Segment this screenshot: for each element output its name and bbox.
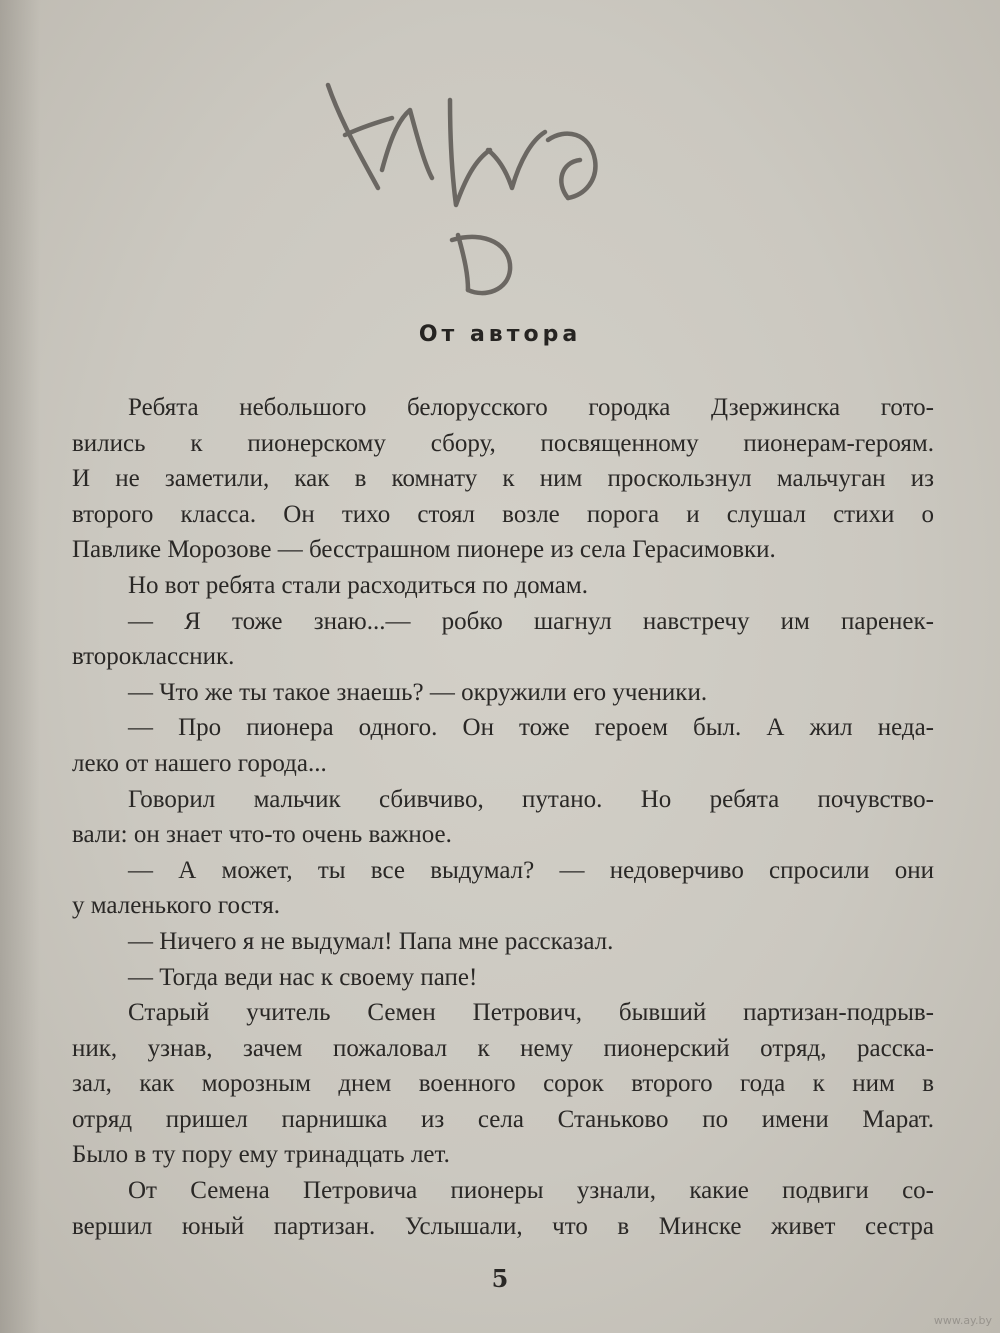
watermark: www.ay.by — [933, 1314, 992, 1327]
text-line: От Семена Петровича пионеры узнали, какие подвиги со- — [128, 1177, 934, 1205]
text-line: вершил юный партизан. Услышали, что в Минске живет сестра — [72, 1212, 934, 1240]
text-line: ник, узнав, зачем пожаловал к нему пионерский отряд, расска- — [72, 1034, 934, 1062]
handwritten-scribble — [300, 70, 620, 310]
body-text — [72, 390, 934, 1244]
text-line: второклассник. — [72, 643, 235, 671]
text-line: Старый учитель Семен Петрович, бывший партизан-подрыв- — [128, 999, 934, 1027]
text-line: вились к пионерскому сбору, посвященному пионерам-героям. — [72, 429, 934, 457]
text-line: леко от нашего города... — [72, 749, 327, 777]
text-line: второго класса. Он тихо стоял возле порога и слушал стихи о — [72, 500, 934, 528]
page-number: 5 — [491, 1264, 509, 1293]
text-line: отряд пришел парнишка из села Станьково по имени Марат. — [72, 1105, 934, 1133]
text-line: у маленького гостя. — [72, 892, 281, 920]
text-line: — Что же ты такое знаешь? — окружили его ученики. — [128, 678, 708, 706]
text-line: Говорил мальчик сбивчиво, путано. Но ребята почувство- — [128, 785, 934, 813]
text-line: Но вот ребята стали расходиться по домам. — [128, 571, 588, 599]
text-line: Павлике Морозове — бесстрашном пионере из села Герасимовки. — [72, 536, 776, 564]
text-line: зал, как морозным днем военного сорок второго года к ним в — [72, 1070, 934, 1098]
text-line: вали: он знает что-то очень важное. — [72, 821, 452, 849]
text-line: — А может, ты все выдумал? — недоверчиво спросили они — [128, 856, 934, 884]
text-line: — Я тоже знаю...— робко шагнул навстречу им паренек- — [128, 607, 934, 635]
text-line: И не заметили, как в комнату к ним проскользнул мальчуган из — [72, 465, 934, 493]
section-heading: От автора — [418, 322, 582, 347]
text-line: — Про пионера одного. Он тоже героем был. А жил неда- — [128, 714, 934, 742]
text-line: Было в ту пору ему тринадцать лет. — [72, 1141, 450, 1169]
text-line: Ребята небольшого белорусского городка Дзержинска гото- — [128, 394, 934, 421]
text-line: — Тогда веди нас к своему папе! — [128, 963, 478, 991]
text-line: — Ничего я не выдумал! Папа мне рассказал. — [128, 927, 614, 955]
